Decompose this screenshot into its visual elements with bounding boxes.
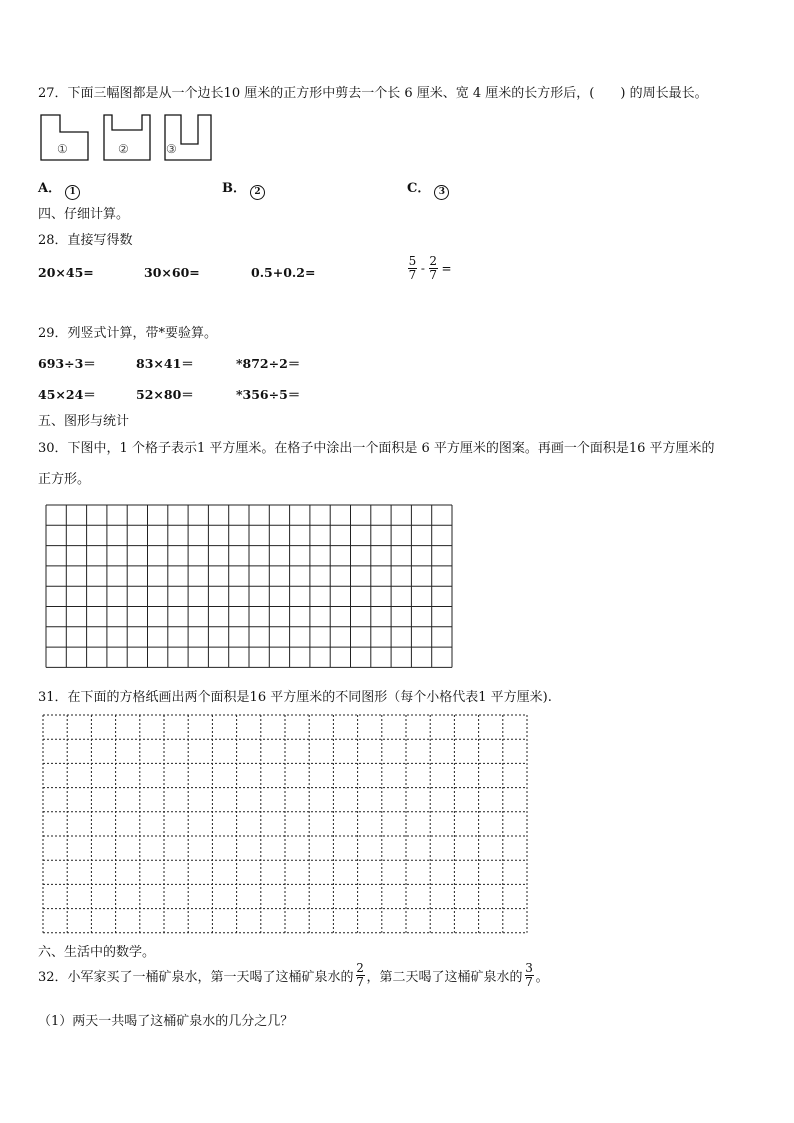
question-30-line1: 30．下图中，1 个格子表示1 平方厘米。在格子中涂出一个面积是 6 平方厘米的图案。再画一个面积是16 平方厘米的 — [38, 441, 715, 456]
fraction: $\frac{2}{7}$ — [429, 254, 438, 282]
calc-item: *872÷2＝ — [236, 356, 301, 371]
circled-3-icon: 3 — [434, 185, 449, 200]
calc-item: 45×24＝ — [38, 387, 96, 402]
option-b[interactable]: B． 2 — [222, 177, 265, 200]
figure-3-label: ③ — [166, 142, 177, 156]
section-4-heading: 四、仔细计算。 — [38, 207, 130, 222]
fraction: $\frac{2}{7}$ — [356, 961, 364, 989]
calc-item: *356÷5＝ — [236, 387, 301, 402]
fraction: $\frac{3}{7}$ — [525, 961, 533, 989]
solid-grid[interactable] — [45, 504, 453, 668]
question-27-figures — [38, 112, 218, 164]
dashed-grid[interactable] — [42, 714, 528, 936]
question-28-title: 28．直接写得数 — [38, 233, 133, 248]
question-32-text: 32．小军家买了一桶矿泉水，第一天喝了这桶矿泉水的 $\frac{2}{7}$ ，第二天喝了这桶矿泉水的 $\frac{3}{7}$ 。 — [38, 961, 549, 989]
section-6-heading: 六、生活中的数学。 — [38, 945, 156, 960]
question-31-text: 31．在下面的方格纸画出两个面积是16 平方厘米的不同图形（每个小格代表1 平方厘米). — [38, 690, 552, 705]
question-29-title: 29．列竖式计算，带*要验算。 — [38, 326, 218, 341]
calc-item: 0.5+0.2= — [251, 265, 316, 280]
fraction: $\frac{5}{7}$ — [408, 254, 417, 282]
question-30-line2: 正方形。 — [38, 472, 91, 487]
question-27-text: 27．下面三幅图都是从一个边长10 厘米的正方形中剪去一个长 6 厘米、宽 4 厘米的长方形后，( ) 的周长最长。 — [38, 86, 708, 101]
calc-item: 83×41＝ — [136, 356, 194, 371]
calc-item: 20×45= — [38, 265, 94, 280]
figure-1-label: ① — [57, 142, 68, 156]
calc-item: 52×80＝ — [136, 387, 194, 402]
figure-2-label: ② — [118, 142, 129, 156]
circled-1-icon: 1 — [65, 185, 80, 200]
question-32-sub1: （1）两天一共喝了这桶矿泉水的几分之几？ — [38, 1014, 294, 1029]
option-c[interactable]: C． 3 — [407, 177, 449, 200]
option-a[interactable]: A． 1 — [38, 177, 80, 200]
circled-2-icon: 2 — [250, 185, 265, 200]
fraction-expression: $\frac{5}{7}$ - $\frac{2}{7}$ = — [408, 254, 452, 282]
calc-item: 30×60= — [144, 265, 200, 280]
calc-item: 693÷3＝ — [38, 356, 96, 371]
section-5-heading: 五、图形与统计 — [38, 414, 130, 429]
